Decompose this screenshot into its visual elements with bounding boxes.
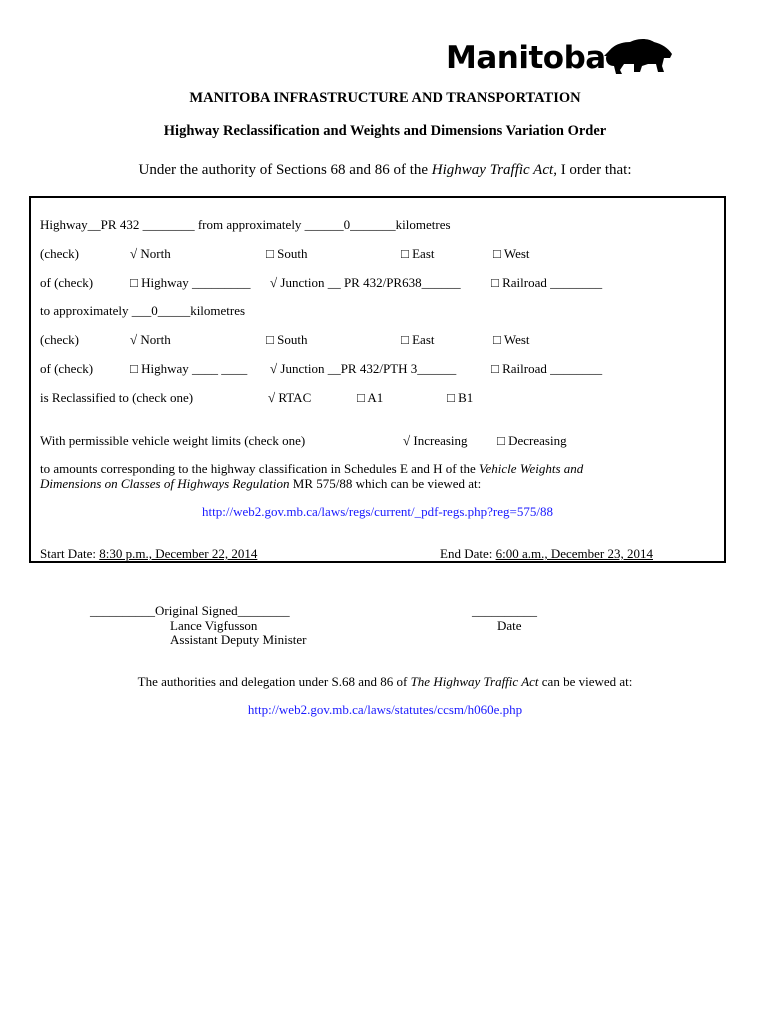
authority-act: Highway Traffic Act xyxy=(431,162,554,178)
start-date xyxy=(40,546,257,562)
reclass-a1[interactable]: □ A1 xyxy=(357,390,384,405)
of2-railroad[interactable]: □ Railroad ________ xyxy=(491,361,603,376)
amounts-line1-italic: Vehicle Weights and xyxy=(479,461,584,476)
reclass-b1[interactable]: □ B1 xyxy=(447,390,474,405)
start-date-label: Start Date: xyxy=(40,546,96,561)
end-date-value: 6:00 a.m., December 23, 2014 xyxy=(495,546,653,561)
end-date xyxy=(440,546,653,562)
highway-details: PR 432 ________ from approximately ______0_______kilometres xyxy=(100,217,451,232)
of1-highway-blank: _____ xyxy=(218,275,251,290)
weight-decreasing[interactable]: □ Decreasing xyxy=(497,433,567,448)
check2-south[interactable]: □ South xyxy=(266,332,308,347)
highway-line xyxy=(40,217,451,233)
of2-highway-text: □ Highway ____ _ xyxy=(130,361,228,376)
amounts-line2-post: MR 575/88 which can be viewed at: xyxy=(292,476,482,491)
check1-south[interactable]: □ South xyxy=(266,246,308,261)
manitoba-logo xyxy=(446,40,606,76)
reclass-label: is Reclassified to (check one) xyxy=(40,390,194,405)
bison-icon xyxy=(602,36,676,76)
check2-east[interactable]: □ East xyxy=(401,332,435,347)
of1-label: of (check) xyxy=(40,275,94,290)
statutes-link[interactable]: http://web2.gov.mb.ca/laws/statutes/ccsm/h060e.php xyxy=(247,702,523,717)
weight-label: With permissible vehicle weight limits (check one) xyxy=(40,433,306,448)
amounts-line2 xyxy=(40,476,481,492)
amounts-line1 xyxy=(40,461,583,477)
date-label: Date xyxy=(497,618,522,633)
reclass-rtac[interactable]: √ RTAC xyxy=(268,390,312,405)
signatory-name: Lance Vigfusson xyxy=(170,618,258,633)
of2-label: of (check) xyxy=(40,361,94,376)
end-date-label: End Date: xyxy=(440,546,493,561)
highway-label: Highway__ xyxy=(40,217,101,232)
of1-highway[interactable] xyxy=(130,275,251,291)
start-date-value: 8:30 p.m., December 22, 2014 xyxy=(99,546,258,561)
authority-pre: Under the authority of Sections 68 and 86 of the xyxy=(138,162,429,178)
regs-link[interactable]: http://web2.gov.mb.ca/laws/regs/current/_pdf-regs.php?reg=575/88 xyxy=(202,504,553,519)
delegation-act: The Highway Traffic Act xyxy=(410,674,539,689)
check2-west[interactable]: □ West xyxy=(493,332,530,347)
of2-junction[interactable]: √ Junction __PR 432/PTH 3______ xyxy=(270,361,457,376)
department-title: MANITOBA INFRASTRUCTURE AND TRANSPORTATION xyxy=(189,90,581,106)
delegation-post: can be viewed at: xyxy=(541,674,633,689)
amounts-line2-italic: Dimensions on Classes of Highways Regulation xyxy=(40,476,290,491)
check1-label: (check) xyxy=(40,246,79,261)
delegation-statement xyxy=(0,674,770,690)
check1-north[interactable]: √ North xyxy=(130,246,171,261)
check1-west[interactable]: □ West xyxy=(493,246,530,261)
of2-highway-blank: ___ xyxy=(227,361,248,376)
weight-increasing[interactable]: √ Increasing xyxy=(403,433,468,448)
of2-highway[interactable] xyxy=(130,361,247,377)
delegation-pre: The authorities and delegation under S.68 and 86 of xyxy=(137,674,408,689)
authority-statement xyxy=(0,162,770,179)
of1-railroad[interactable]: □ Railroad ________ xyxy=(491,275,603,290)
check2-label: (check) xyxy=(40,332,79,347)
amounts-line1-pre: to amounts corresponding to the highway classification in Schedules E and H of the xyxy=(40,461,476,476)
signatory-position: Assistant Deputy Minister xyxy=(170,632,307,647)
of1-junction[interactable]: √ Junction __ PR 432/PR638______ xyxy=(270,275,461,290)
date-line: __________ xyxy=(472,603,537,618)
signature-line: __________Original Signed________ xyxy=(90,603,290,618)
to-approximately-line: to approximately ___0_____kilometres xyxy=(40,303,246,318)
order-title: Highway Reclassification and Weights and Dimensions Variation Order xyxy=(163,123,607,139)
check2-north[interactable]: √ North xyxy=(130,332,171,347)
logo-wordmark: Manitoba xyxy=(446,40,606,76)
check1-east[interactable]: □ East xyxy=(401,246,435,261)
authority-post: , I order that: xyxy=(553,162,632,178)
of1-highway-text: □ Highway ____ xyxy=(130,275,219,290)
